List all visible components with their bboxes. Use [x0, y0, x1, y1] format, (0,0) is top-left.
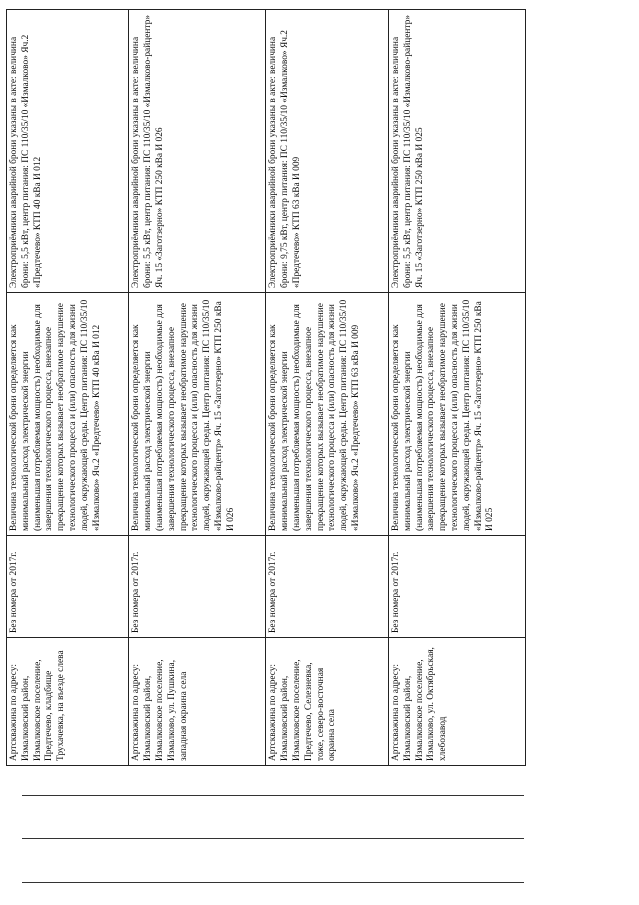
rotated-table-wrapper [6, 10, 526, 766]
table-row [266, 10, 388, 766]
rationale-cell: Величина технологической брони определяется как минимальный расход электрической энергии (наименьшая потребляемая мощность) необходимые для завершения технологического процесса, внезапное прекращение которых вызывает необратимое нарушение технологического процесса и (или) опасность для жизни людей, окружающей среды. Центр питания: ПС 110/35/10 «Измалково» Яч.2 «Предтечево» КТП 40 кВа И 012 [7, 293, 129, 536]
note-cell: Электроприёмники аварийной брони указаны в акте: величина брони: 5,5 кВт, центр питания: ПС 110/35/10 «Измалково-райцентр» Яч. 15 «Заготзерно» КТП 250 кВа И 026 [129, 10, 266, 293]
document-cell: Без номера от 2017г. [266, 536, 388, 638]
document-cell: Без номера от 2017г. [7, 536, 129, 638]
document-cell: Без номера от 2017г. [388, 536, 525, 638]
table-row [129, 10, 266, 766]
address-cell: Артскважина по адресу: Измалковский район, Измалковское поселение, Предтечево, Селезневка, тоже, северо-восточная окраина села [266, 638, 388, 766]
address-cell: Артскважина по адресу: Измалковский район, Измалковское поселение, Предтечево, кладбище Трухачевка, на въезде слева [7, 638, 129, 766]
address-cell: Артскважина по адресу: Измалковский район, Измалковское поселение, Измалково, ул. Октябрьская, хлебозавод [388, 638, 525, 766]
blank-rule-line [22, 838, 524, 839]
rationale-cell: Величина технологической брони определяется как минимальный расход электрической энергии (наименьшая потребляемая мощность) необходимые для завершения технологического процесса, внезапное прекращение которых вызывает необратимое нарушение технологического процесса и (или) опасность для жизни людей, окружающей среды. Центр питания: ПС 110/35/10 «Измалково-райцентр» Яч. 15 «Заготзерно» КТП 250 кВа И 026 [129, 293, 266, 536]
document-cell: Без номера от 2017г. [129, 536, 266, 638]
table-row [7, 10, 129, 766]
note-cell: Электроприёмники аварийной брони указаны в акте: величина брони: 5,5 кВт, центр питания: ПС 110/35/10 «Измалково-райцентр» Яч. 15 «Заготзерно» КТП 250 кВа И 025 [388, 10, 525, 293]
blank-rule-line [22, 795, 524, 796]
note-cell: Электроприёмники аварийной брони указаны в акте: величина брони: 5,5 кВт, центр питания: ПС 110/35/10 «Измалково» Яч.2 «Предтечево» КТП 40 кВа И 012 [7, 10, 129, 293]
reservation-table [6, 9, 526, 766]
address-cell: Артскважина по адресу: Измалковский район, Измалковское поселение, Измалково, ул. Пушкина, западная окраина села [129, 638, 266, 766]
table-row [388, 10, 525, 766]
note-cell: Электроприёмники аварийной брони указаны в акте: величина брони: 9,75 кВт, центр питания: ПС 110/35/10 «Измалково» Яч.2 «Предтечево» КТП 63 кВа И 009 [266, 10, 388, 293]
rationale-cell: Величина технологической брони определяется как минимальный расход электрической энергии (наименьшая потребляемая мощность) необходимые для завершения технологического процесса, внезапное прекращение которых вызывает необратимое нарушение технологического процесса и (или) опасность для жизни людей, окружающей среды. Центр питания: ПС 110/35/10 «Измалково-райцентр» Яч. 15 «Заготзерно» КТП 250 кВа И 025 [388, 293, 525, 536]
blank-rule-line [22, 882, 524, 883]
rationale-cell: Величина технологической брони определяется как минимальный расход электрической энергии (наименьшая потребляемая мощность) необходимые для завершения технологического процесса, внезапное прекращение которых вызывает необратимое нарушение технологического процесса и (или) опасность для жизни людей, окружающей среды. Центр питания: ПС 110/35/10 «Измалково» Яч.2 «Предтечево» КТП 63 кВа И 009 [266, 293, 388, 536]
